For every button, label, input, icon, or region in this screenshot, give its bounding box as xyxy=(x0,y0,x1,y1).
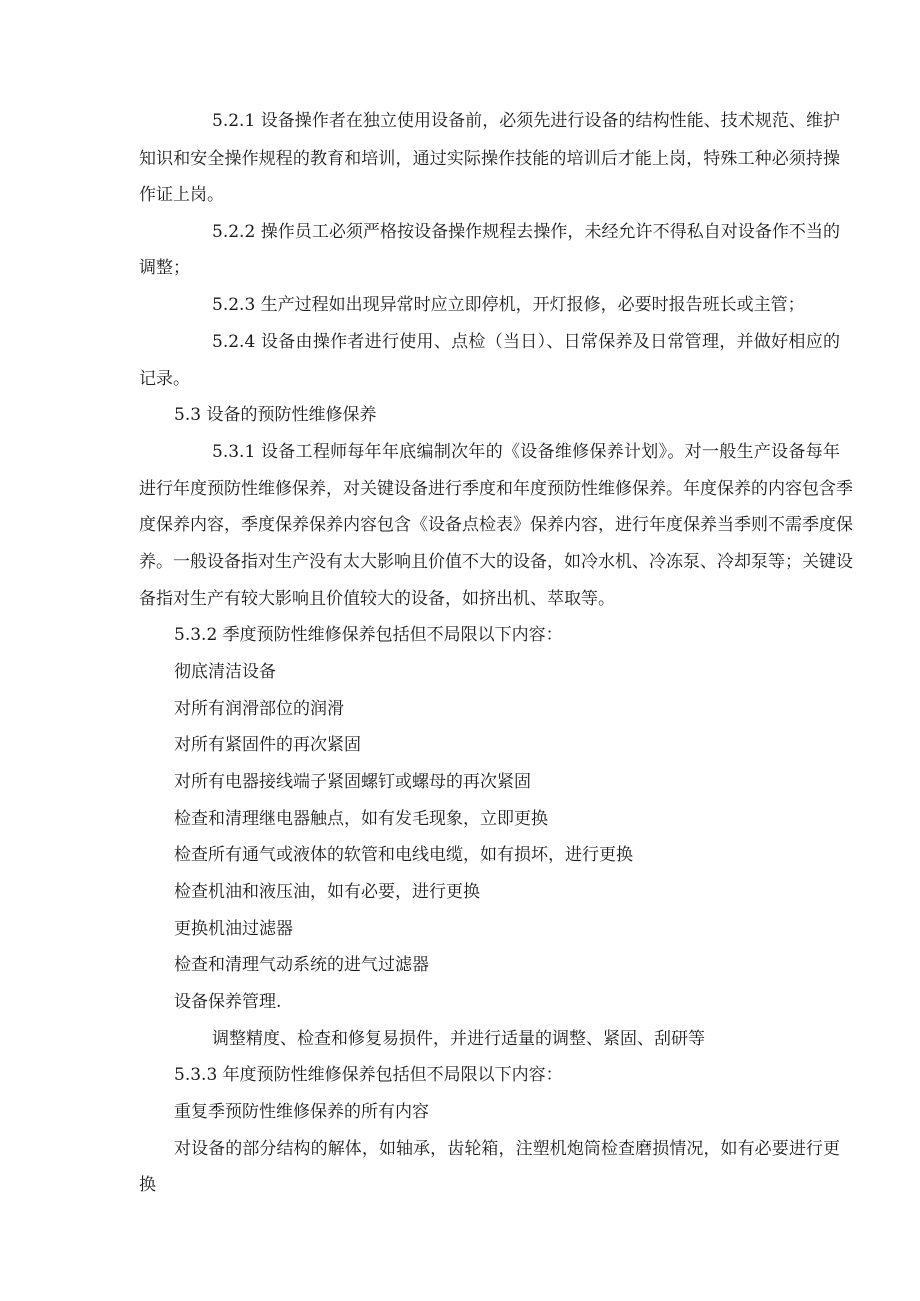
paragraph-5-3-1-line-3: 度保养内容，季度保养保养内容包含《设备点检表》保养内容，进行年度保养当季则不需季度保 xyxy=(139,515,853,535)
list-item: 对所有电器接线端子紧固螺钉或螺母的再次紧固 xyxy=(174,772,531,792)
paragraph-5-2-1-line-3: 作证上岗。 xyxy=(139,185,224,205)
list-item: 更换机油过滤器 xyxy=(174,919,293,939)
list-item: 设备保养管理. xyxy=(174,992,282,1012)
paragraph-5-3-1-line-2: 进行年度预防性维修保养，对关键设备进行季度和年度预防性维修保养。年度保养的内容包含季 xyxy=(139,479,853,499)
list-item: 对所有润滑部位的润滑 xyxy=(174,699,344,719)
paragraph-5-3-2: 5.3.2 季度预防性维修保养包括但不局限以下内容： xyxy=(174,625,563,645)
paragraph-5-2-2-line-1: 5.2.2 操作员工必须严格按设备操作规程去操作，未经允许不得私自对设备作不当的 xyxy=(212,222,840,242)
paragraph-5-3-1-line-5: 备指对生产有较大影响且价值较大的设备，如挤出机、萃取等。 xyxy=(139,589,615,609)
last-paragraph-line-2: 换 xyxy=(139,1175,156,1195)
last-paragraph-line-1: 对设备的部分结构的解体，如轴承，齿轮箱，注塑机炮筒检查磨损情况，如有必要进行更 xyxy=(174,1139,840,1159)
list-item: 检查和清理继电器触点，如有发毛现象，立即更换 xyxy=(174,809,548,829)
paragraph-5-2-4-line-2: 记录。 xyxy=(139,369,190,389)
paragraph-5-2-1-line-2: 知识和安全操作规程的教育和培训，通过实际操作技能的培训后才能上岗，特殊工种必须持操 xyxy=(139,149,840,169)
adjust-line: 调整精度、检查和修复易损件，并进行适量的调整、紧固、刮研等 xyxy=(212,1029,705,1049)
paragraph-5-2-1-line-1: 5.2.1 设备操作者在独立使用设备前，必须先进行设备的结构性能、技术规范、维护 xyxy=(212,111,840,131)
paragraph-5-2-3: 5.2.3 生产过程如出现异常时应立即停机，开灯报修，必要时报告班长或主管； xyxy=(212,295,805,315)
paragraph-5-2-4-line-1: 5.2.4 设备由操作者进行使用、点检（当日）、日常保养及日常管理，并做好相应的 xyxy=(212,332,840,352)
list-item: 对所有紧固件的再次紧固 xyxy=(174,735,361,755)
list-item: 检查机油和液压油，如有必要，进行更换 xyxy=(174,882,480,902)
section-heading-5-3: 5.3 设备的预防性维修保养 xyxy=(174,405,377,425)
paragraph-5-3-1-line-4: 养。一般设备指对生产没有太大影响且价值不大的设备，如冷水机、冷冻泵、冷却泵等；关键设 xyxy=(139,552,853,572)
list-item: 重复季预防性维修保养的所有内容 xyxy=(174,1102,429,1122)
paragraph-5-2-2-line-2: 调整； xyxy=(139,258,190,278)
list-item: 检查所有通气或液体的软管和电线电缆，如有损坏，进行更换 xyxy=(174,845,633,865)
paragraph-5-3-1-line-1: 5.3.1 设备工程师每年年底编制次年的《设备维修保养计划》。对一般生产设备每年 xyxy=(212,442,840,462)
list-item: 彻底清洁设备 xyxy=(174,662,276,682)
paragraph-5-3-3: 5.3.3 年度预防性维修保养包括但不局限以下内容： xyxy=(174,1065,563,1085)
list-item: 检查和清理气动系统的进气过滤器 xyxy=(174,955,429,975)
